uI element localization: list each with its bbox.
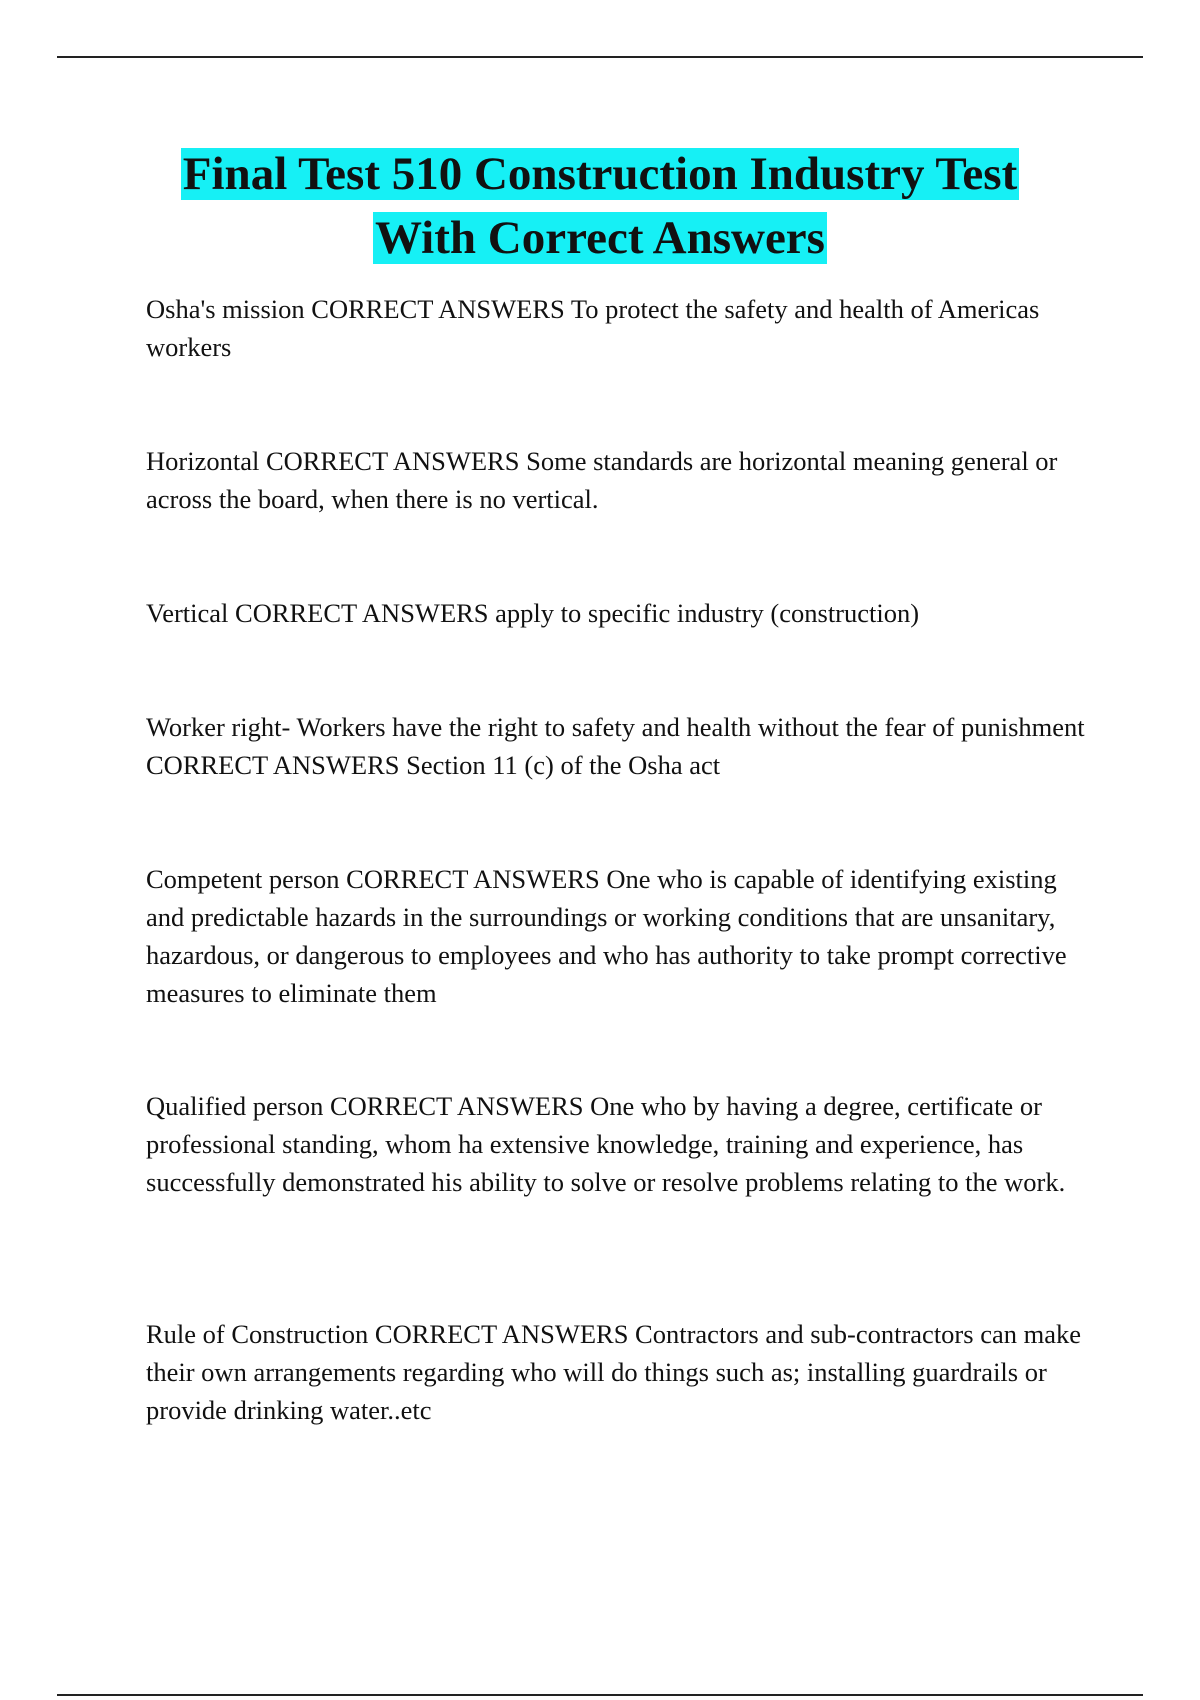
document-title xyxy=(0,142,1200,270)
title-line-2: With Correct Answers xyxy=(375,212,825,264)
top-rule xyxy=(57,56,1143,58)
qa-item: Horizontal CORRECT ANSWERS Some standards are horizontal meaning general or across the board, when there is no vertical. xyxy=(146,446,1058,514)
qa-item: Vertical CORRECT ANSWERS apply to specific industry (construction) xyxy=(146,598,920,628)
title-line-1: Final Test 510 Construction Industry Test xyxy=(182,148,1018,200)
qa-item: Osha's mission CORRECT ANSWERS To protect the safety and health of Americas workers xyxy=(146,294,1040,362)
qa-item: Competent person CORRECT ANSWERS One who is capable of identifying existing and predictable hazards in the surroundings or working conditions that are unsanitary, hazardous, or dangerous to employees and who has authority to take prompt corrective measures to eliminate them xyxy=(146,864,1067,1008)
bottom-rule xyxy=(57,1694,1143,1696)
qa-item: Worker right- Workers have the right to safety and health without the fear of punishment CORRECT ANSWERS Section 11 (c) of the Osha act xyxy=(146,712,1085,780)
qa-item: Rule of Construction CORRECT ANSWERS Contractors and sub-contractors can make their own arrangements regarding who will do things such as; installing guardrails or provide drinking water..etc xyxy=(146,1319,1081,1425)
qa-item: Qualified person CORRECT ANSWERS One who by having a degree, certificate or professional standing, whom ha extensive knowledge, training and experience, has successfully demonstrated his ability to solve or resolve problems relating to the work. xyxy=(146,1091,1066,1197)
